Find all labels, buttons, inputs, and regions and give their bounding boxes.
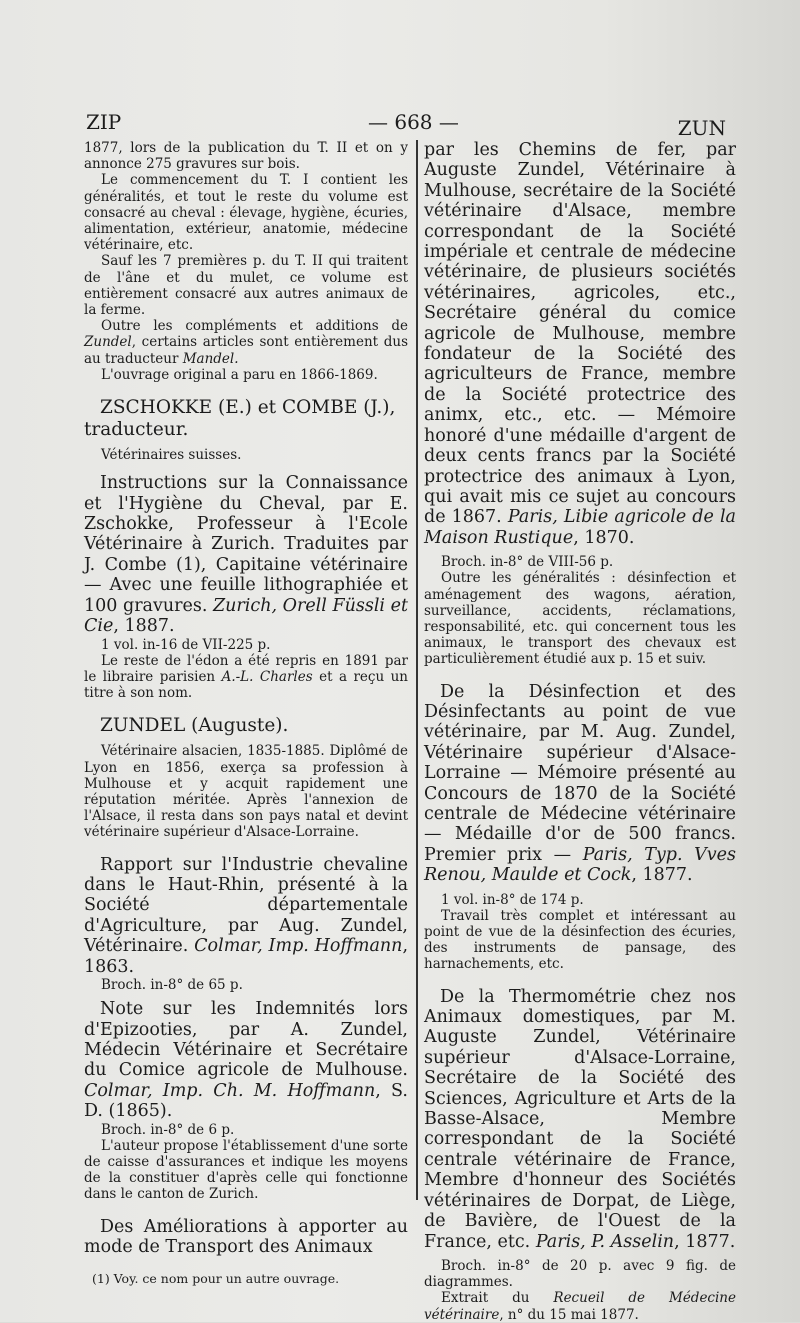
book-note: Outre les généralités : désinfection et aménagement des wagons, aération, surveillance, accidents, réclamations, responsabilité, etc. qui concernent tous les animaux, le transport des chevaux est particulièrement étudié aux p. 15 et suiv.: [424, 570, 736, 668]
book-format: Broch. in-8° de 65 p.: [101, 976, 243, 993]
book-entry: Rapport sur l'Industrie chevaline dans le Haut-Rhin, présenté à la Société départementale d'Agriculture, par Aug. Zundel, Vétérinaire. Colmar, Imp. Hoffmann, 1863.: [84, 854, 409, 977]
book-entry: De la Thermométrie chez nos Animaux domestiques, par M. Auguste Zundel, Vétérinaire supérieur d'Alsace-Lorraine, Secrétaire de la Société des Sciences, Agriculture et Arts de la Basse-Alsace, Membre correspondant de la Société centrale vétérinaire de France, Membre d'honneur des Sociétés vétérinaires de Dorpat, de Liège, de Bavière, de l'Ouest de la France, etc. Paris, P. Asselin, 1877.: [424, 986, 736, 1252]
book-note: Travail très complet et intéressant au point de vue de la désinfection des écuries, des instruments de pansage, des harnachements, etc.: [424, 907, 736, 973]
author-heading: ZUNDEL (Auguste).: [100, 715, 289, 737]
paragraph: Sauf les 7 premières p. du T. II qui traitent de l'âne et du mulet, ce volume est entièrement consacré aux autres animaux de la ferme.: [84, 253, 408, 319]
page-header: [86, 110, 726, 140]
book-note: Extrait du Recueil de Médecine vétérinaire, n° du 15 mai 1877.: [424, 1290, 736, 1323]
book-note: L'auteur propose l'établissement d'une sorte de caisse d'assurances et indique les moyens de la constituer d'après celle qui fonctionne dans le canton de Zurich.: [84, 1137, 408, 1203]
author-heading: ZSCHOKKE (E.) et COMBE (J.), traducteur.: [84, 397, 396, 441]
header-right-keyword: ZUN: [677, 116, 726, 140]
book-entry: Instructions sur la Connaissance et l'Hygiène du Cheval, par E. Zschokke, Professeur à l'Ecole Vétérinaire à Zurich. Traduites par J. Combe (1), Capitaine vétérinaire — Avec une feuille lithographiée et 100 gravures. Zurich, Orell Füssli et Cie, 1887.: [84, 473, 409, 637]
book-entry-continued: par les Chemins de fer, par Auguste Zundel, Vétérinaire à Mulhouse, secrétaire de la Société vétérinaire d'Alsace, membre correspondant de la Société impériale et centrale de médecine vétérinaire, de plusieurs sociétés vétérinaires, agricoles, etc., Secrétaire général du comice agricole de Mulhouse, membre fondateur de la Société des agriculteurs de France, membre de la Société protectrice des animx, etc., etc. — Mémoire honoré d'une médaille d'argent de deux cents francs par la Société protectrice des animaux à Lyon, qui avait mis ce sujet au concours de 1867. Paris, Libie agricole de la Maison Rustique, 1870.: [424, 140, 736, 548]
author-biography: Vétérinaire alsacien, 1835-1885. Diplômé de Lyon en 1856, exerça sa profession à Mulhouse et y acquit rapidement une réputation méritée. Après l'annexion de l'Alsace, il resta dans son pays natal et devint vétérinaire supérieur d'Alsace-Lorraine.: [84, 743, 408, 841]
book-format: Broch. in-8° de 6 p.: [101, 1121, 235, 1138]
paragraph: L'ouvrage original a paru en 1866-1869.: [101, 366, 378, 383]
footnote: (1) Voy. ce nom pour un autre ouvrage.: [92, 1271, 340, 1287]
book-format: Broch. in-8° de 20 p. avec 9 fig. de diagrammes.: [424, 1257, 736, 1291]
page-number: — 668 —: [368, 110, 459, 134]
book-entry: Note sur les Indemnités lors d'Epizooties, par A. Zundel, Médecin Vétérinaire et Secrétaire du Comice agricole de Mulhouse. Colmar, Imp. Ch. M. Hoffmann, S. D. (1865).: [84, 999, 408, 1122]
book-format: 1 vol. in-8° de 174 p.: [441, 891, 584, 908]
paragraph: Outre les compléments et additions de Zundel, certains articles sont entièrement dus au traducteur Mandel.: [84, 318, 408, 367]
book-entry: De la Désinfection et des Désinfectants au point de vue vétérinaire, par M. Aug. Zundel, Vétérinaire supérieur d'Alsace-Lorraine — Mémoire présenté au Concours de 1870 de la Société centrale de Médecine vétérinaire — Médaille d'or de 500 francs. Premier prix — Paris, Typ. Vves Renou, Maulde et Cock, 1877.: [424, 681, 736, 886]
book-note: Le reste de l'édon a été repris en 1891 par le libraire parisien A.-L. Charles et a reçu un titre à son nom.: [84, 652, 408, 702]
paragraph: Le commencement du T. I contient les généralités, et tout le reste du volume est consacré au cheval : élevage, hygiène, écuries, alimentation, extérieur, anatomie, médecine vétérinaire, etc.: [84, 172, 408, 254]
paragraph: 1877, lors de la publication du T. II et on y annonce 275 gravures sur bois.: [84, 140, 408, 173]
right-column: [424, 140, 736, 1323]
author-description: Vétérinaires suisses.: [101, 447, 242, 464]
left-column: [84, 140, 408, 1286]
book-entry: Des Améliorations à apporter au mode de Transport des Animaux: [84, 1216, 408, 1258]
book-format: Broch. in-8° de VIII-56 p.: [441, 554, 614, 571]
book-format: 1 vol. in-16 de VII-225 p.: [101, 636, 271, 653]
header-left-keyword: ZIP: [86, 110, 122, 134]
column-divider: [416, 140, 418, 1200]
